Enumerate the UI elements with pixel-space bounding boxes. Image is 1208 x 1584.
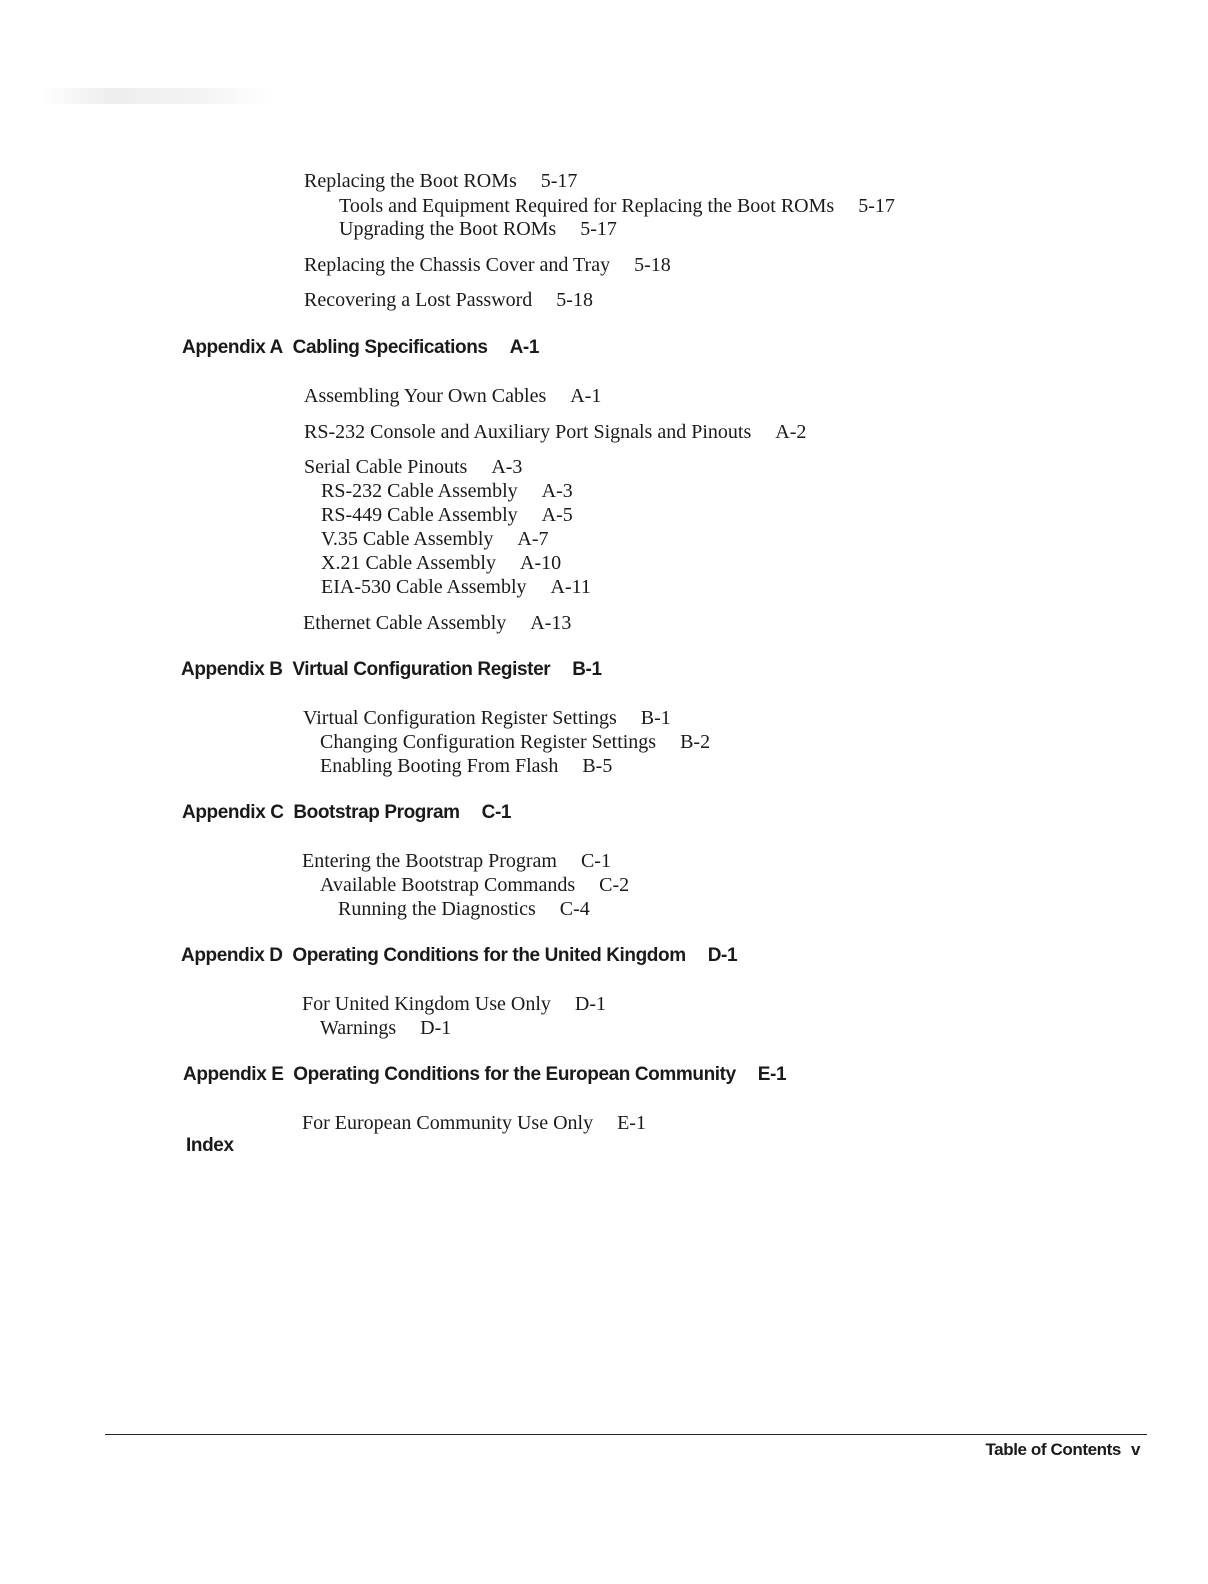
toc-entry[interactable] (321, 575, 591, 599)
appendix-page: D-1 (707, 945, 738, 966)
toc-entry-page: A-7 (517, 528, 549, 550)
toc-entry[interactable] (304, 455, 522, 479)
toc-entry-title: Available Bootstrap Commands (320, 874, 576, 896)
toc-entry[interactable] (320, 754, 612, 778)
appendix-title: Operating Conditions for the European Community (293, 1064, 736, 1085)
toc-entry-page: C-2 (599, 874, 630, 896)
toc-entry-page: A-3 (541, 480, 573, 502)
appendix-d-heading[interactable] (181, 944, 737, 968)
toc-entry-title: Running the Diagnostics (338, 898, 536, 920)
appendix-label: Appendix D (181, 945, 283, 966)
toc-entry-page: B-1 (640, 707, 671, 729)
toc-entry-title: Changing Configuration Register Settings (320, 731, 657, 753)
toc-entry-page: C-1 (580, 850, 611, 872)
scan-smudge (40, 88, 270, 104)
toc-entry-page: A-2 (775, 421, 807, 443)
toc-entry-title: For United Kingdom Use Only (302, 993, 551, 1015)
toc-entry-page: A-13 (530, 612, 572, 634)
appendix-label: Appendix C (182, 802, 284, 823)
appendix-page: C-1 (481, 802, 512, 823)
toc-entry[interactable] (339, 194, 895, 218)
toc-entry[interactable] (302, 992, 606, 1016)
toc-entry-title: Ethernet Cable Assembly (303, 612, 507, 634)
toc-entry-page: D-1 (574, 993, 606, 1015)
toc-entry[interactable] (321, 479, 573, 503)
toc-entry-page: 5-17 (540, 170, 578, 192)
toc-entry-page: A-5 (541, 504, 573, 526)
toc-entry-title: RS-449 Cable Assembly (321, 504, 518, 526)
index-heading[interactable] (186, 1134, 234, 1158)
footer-page-number: v (1130, 1440, 1140, 1459)
toc-entry-title: Entering the Bootstrap Program (302, 850, 557, 872)
toc-entry[interactable] (304, 420, 806, 444)
toc-entry-page: A-3 (491, 456, 523, 478)
toc-entry-page: A-1 (570, 385, 602, 407)
toc-entry-page: A-11 (550, 576, 591, 598)
toc-entry-title: RS-232 Console and Auxiliary Port Signals and Pinouts (304, 421, 752, 443)
toc-entry-page: B-5 (582, 755, 613, 777)
appendix-page: A-1 (509, 337, 540, 358)
appendix-a-heading[interactable] (182, 336, 539, 360)
toc-entry-page: E-1 (617, 1112, 646, 1134)
toc-entry[interactable] (320, 730, 710, 754)
appendix-b-heading[interactable] (181, 658, 602, 682)
toc-entry-title: X.21 Cable Assembly (321, 552, 496, 574)
toc-entry[interactable] (338, 897, 590, 921)
toc-entry[interactable] (303, 706, 671, 730)
toc-entry[interactable] (303, 611, 571, 635)
appendix-page: E-1 (757, 1064, 787, 1085)
toc-entry-page: 5-17 (858, 195, 895, 217)
appendix-title: Operating Conditions for the United Kingdom (292, 945, 686, 966)
toc-entry-page: D-1 (420, 1017, 452, 1039)
toc-entry[interactable] (320, 873, 629, 897)
toc-entry[interactable] (339, 217, 617, 241)
toc-entry-page: 5-18 (634, 254, 671, 276)
toc-entry-title: Virtual Configuration Register Settings (303, 707, 617, 729)
toc-entry[interactable] (304, 288, 593, 312)
toc-entry-page: 5-18 (556, 289, 593, 311)
toc-entry-page: B-2 (680, 731, 711, 753)
toc-entry[interactable] (302, 849, 611, 873)
footer-rule (105, 1434, 1147, 1435)
index-title: Index (186, 1135, 234, 1156)
toc-entry[interactable] (304, 253, 671, 277)
toc-entry-title: RS-232 Cable Assembly (321, 480, 518, 502)
toc-entry-title: For European Community Use Only (302, 1112, 594, 1134)
toc-entry-title: V.35 Cable Assembly (321, 528, 494, 550)
toc-entry-title: Assembling Your Own Cables (304, 385, 547, 407)
toc-entry-title: Upgrading the Boot ROMs (339, 218, 557, 240)
toc-entry[interactable] (304, 384, 601, 408)
toc-entry-title: Serial Cable Pinouts (304, 456, 468, 478)
appendix-c-heading[interactable] (182, 801, 511, 825)
appendix-title: Cabling Specifications (292, 337, 488, 358)
toc-entry[interactable] (321, 503, 573, 527)
appendix-label: Appendix E (183, 1064, 284, 1085)
toc-entry-title: Recovering a Lost Password (304, 289, 533, 311)
toc-entry[interactable] (321, 527, 549, 551)
appendix-label: Appendix A (182, 337, 283, 358)
toc-entry-title: EIA-530 Cable Assembly (321, 576, 527, 598)
toc-entry[interactable] (302, 1111, 646, 1135)
appendix-title: Virtual Configuration Register (292, 659, 551, 680)
page-footer (985, 1440, 1140, 1460)
appendix-e-heading[interactable] (183, 1063, 786, 1087)
footer-title: Table of Contents (985, 1440, 1121, 1459)
toc-entry-title: Replacing the Boot ROMs (304, 170, 517, 192)
appendix-title: Bootstrap Program (293, 802, 460, 823)
toc-entry-page: C-4 (559, 898, 590, 920)
appendix-page: B-1 (572, 659, 602, 680)
toc-entry[interactable] (320, 1016, 451, 1040)
appendix-label: Appendix B (181, 659, 283, 680)
toc-entry-title: Enabling Booting From Flash (320, 755, 559, 777)
toc-entry[interactable] (321, 551, 561, 575)
toc-entry-page: 5-17 (580, 218, 617, 240)
toc-entry[interactable] (304, 169, 577, 193)
toc-entry-title: Warnings (320, 1017, 397, 1039)
toc-entry-page: A-10 (520, 552, 562, 574)
toc-entry-title: Replacing the Chassis Cover and Tray (304, 254, 611, 276)
toc-entry-title: Tools and Equipment Required for Replacing the Boot ROMs (339, 195, 835, 217)
